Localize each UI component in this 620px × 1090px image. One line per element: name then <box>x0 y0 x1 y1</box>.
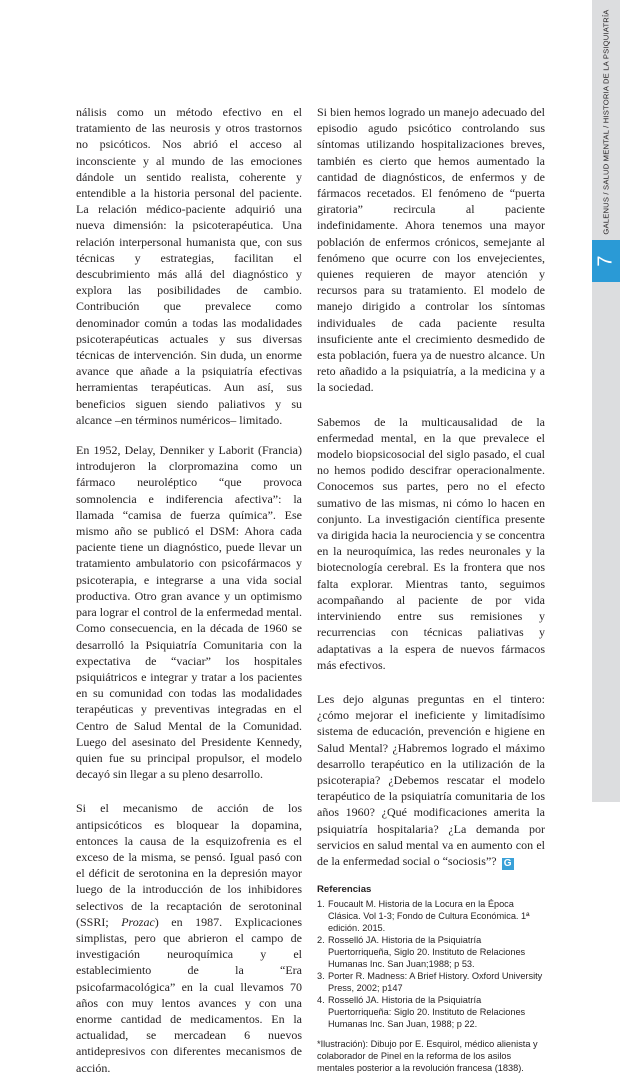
paragraph <box>317 691 545 870</box>
section-label <box>595 4 617 240</box>
paragraph: En 1952, Delay, Denniker y Laborit (Francia) introdujeron la clorpromazina como un fármaco neuroléptico “que provoca somnolencia e indiferencia afectiva”: la llamada “camisa de fuerza química”. Ese mismo año se publicó el DSM: Ahora cada paciente tiene un diagnóstico, puede llevar un tratamiento ambulatorio con psicofármacos y psicoterapia, e integrarse a una vida social productiva. Otro gran avance y un optimismo para lograr el control de la enfermedad mental. Como consecuencia, en la década de 1960 se desarrolló la Psiquiatría Comunitaria con la expectativa de “vaciar” los hospitales psiquiátricos e integrar y tratar a los pacientes en su comunidad con todas las modalidades terapéuticas y preventivas integradas en el Centro de Salud Mental de la Comunidad. Luego del asesinato del Presidente Kennedy, quien fue su principal propulsor, el modelo decayó sin llegar a su pleno desarrollo. <box>76 443 302 782</box>
reference-item: 3. Porter R. Madness: A Brief History. Oxford University Press, 2002; p147 <box>317 970 543 993</box>
right-column <box>317 104 545 1074</box>
paragraph <box>76 800 302 1075</box>
page-number-box <box>592 240 620 282</box>
illustration-note: *Ilustración): Dibujo por E. Esquirol, médico alienista y colaborador de Pinel en la reforma de los asilos mentales posterior a la revolución francesa (1838). <box>317 1038 538 1073</box>
reference-item: 2. Rosselló JA. Historia de la Psiquiatría Puertorriqueña, Siglo 20. Instituto de Relaciones Humanas Inc. San Juan;1988; p 53. <box>317 934 526 969</box>
galenus-end-mark-icon: G <box>502 858 514 870</box>
reference-item: 4. Rosselló JA. Historia de la Psiquiatría Puertorriqueña: Siglo 20. Instituto de Relaciones Humanas Inc. San Juan, 1988; p 22. <box>317 994 526 1029</box>
drug-name: Prozac <box>121 914 155 929</box>
section-sidebar <box>592 0 620 802</box>
references-list <box>317 898 545 1030</box>
left-column <box>76 104 302 1090</box>
section-label-text: GALENUS / SALUD MENTAL / HISTORIA DE LA PSIQUIATRÍA <box>601 9 611 235</box>
references <box>317 884 545 1074</box>
page-number: 7 <box>594 255 617 267</box>
paragraph-text: Si el mecanismo de acción de los antipsicóticos es bloquear la dopamina, entonces la causa de la esquizofrenia es el exceso de la misma, se pensó. Igual pasó con el déficit de serotonina en la depresión mayor luego de la introducción de los inhibidores selectivos de la recaptación de serotoninal (SSRI; <box>76 801 302 929</box>
paragraph-text: ) en 1987. Explicaciones simplistas, pero que abrieron el campo de investigación neuroquímica y el establecimiento de la “Era psicofarmacológica” en la cual llevamos 70 años con muy lentos avances y con una enorme cantidad de medicamentos. En la actualidad, se mercadean 6 nuevos antidepresivos con diferentes mecanismos de acción. <box>76 914 302 1075</box>
paragraph: nálisis como un método efectivo en el tratamiento de las neurosis y otros trastornos no psicóticos. Nos abrió el acceso al inconsciente y al mundo de las emociones dándole un sentido realista, coherente y entendible a la historia personal del paciente. La relación médico-paciente adquirió una nueva dimensión: la psicoterapéutica. Una relación interpersonal humanista que, con sus técnicas y estrategias, facilitan el descubrimiento más allá del diagnóstico y explora las posibilidades de cambio. Contribución que prevalece como denominador común a todas las modalidades psicoterapéuticas actuales y sus diversas técnicas de intervención. Sin duda, un enorme avance que añade a la psiquiatría efectivas herramientas terapéuticas. Aun así, sus beneficios siguen siendo paliativos y su alcance –en términos numéricos– limitado. <box>76 105 302 427</box>
references-title: Referencias <box>317 883 372 895</box>
paragraph-text: Les dejo algunas preguntas en el tintero: ¿cómo mejorar el ineficiente y limitadísimo sistema de educación, prevención e higiene en Salud Mental? ¿Habremos logrado el máximo desarrollo terapéutico en la utilización de la psicoterapia? ¿Debemos rescatar el modelo terapéutico de la psiquiatría comunitaria de los años 1960? ¿Qué modificaciones amerita la psiquiatría hospitalaria? ¿La demanda por servicios en salud mental va en aumento con el de la enfermedad social o “sociosis”? <box>317 691 545 868</box>
reference-item: 1. Foucault M. Historia de la Locura en la Época Clásica. Vol 1-3; Fondo de Cultura Económica. 1ª edición. 2015. <box>317 898 530 933</box>
paragraph: Sabemos de la multicausalidad de la enfermedad mental, en la que prevalece el modelo biopsicosocial del siglo pasado, el cual no hemos podido descifrar operacionalmente. Conocemos sus partes, pero no el efecto sumativo de las mismas, ni cómo lo hacen en conjunto. La investigación científica presente va dirigida hacia la neurociencia y se concentra en la neuroquímica, las redes neuronales y la biotecnología cerebral. Es la frontera que nos falta explorar. Mientras tanto, seguimos acompañando al paciente de por vida interviniendo entre sus remisiones y recurrencias con técnicas paliativas y adaptativas a la espera de nuevos fármacos más efectivos. <box>317 414 545 672</box>
paragraph: Si bien hemos logrado un manejo adecuado del episodio agudo psicótico controlando sus síntomas utilizando hospitalizaciones breves, también es cierto que hemos aumentado la cantidad de diagnósticos, de enfermos y de fármacos recetados. El fenómeno de “puerta giratoria” recircula al paciente indefinidamente. Ahora tenemos una mayor población de enfermos crónicos, semejante al fenómeno que ocurre con los envejecientes, quienes requieren de mayor atención y recursos para su tratamiento. El modelo de manejo dirigido a controlar los síntomas individuales de cada paciente resulta insuficiente ante el crecimiento desmedido de esta población, fuera ya de nuestro alcance. Un reto añadido a la psiquiatría, a la medicina y a la sociedad. <box>317 105 545 395</box>
